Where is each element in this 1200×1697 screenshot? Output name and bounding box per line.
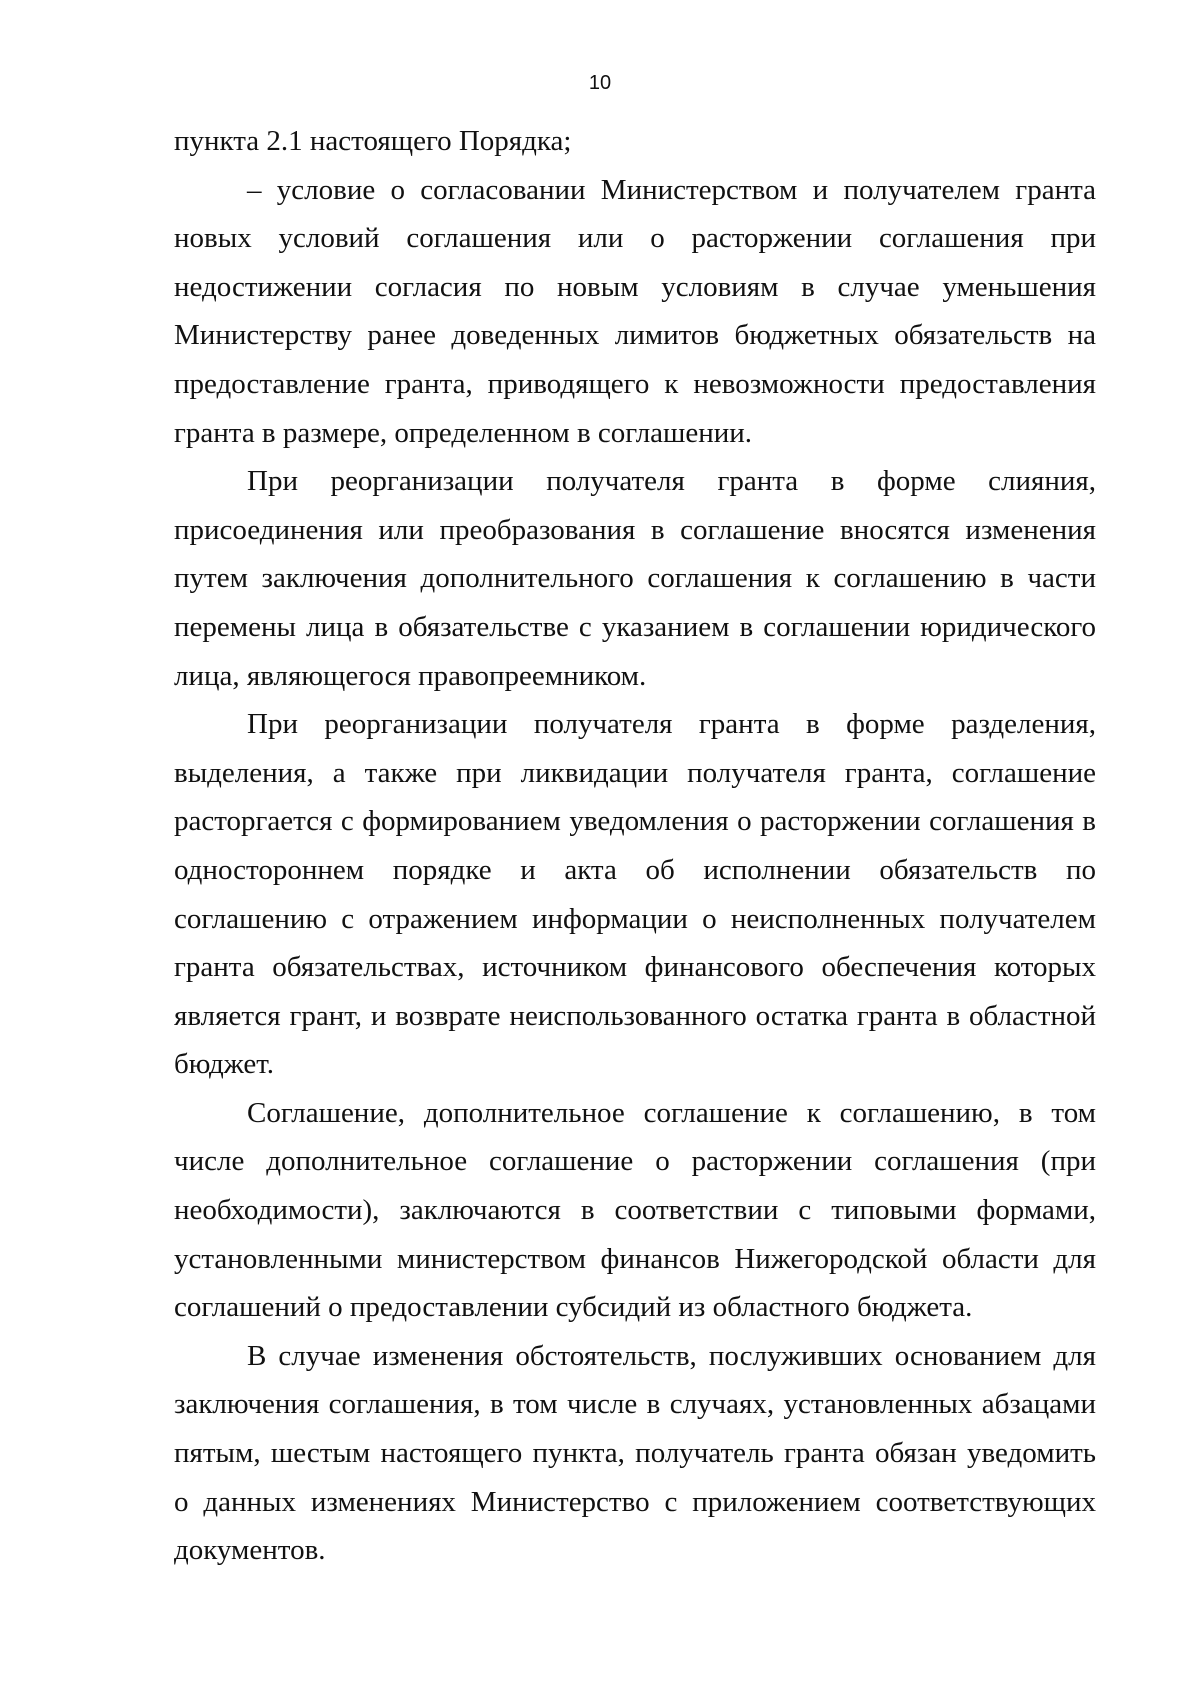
paragraph-continuation: пункта 2.1 настоящего Порядка; [174, 125, 572, 157]
paragraph-agreement-condition: – условие о согласовании Министерством и получателем гранта новых условий соглашения или о расторжении соглашения при недостижении согласия по новым условиям в случае уменьшения Министерству ранее доведенных лимитов бюджетных обязательств на предоставление гранта, приводящего к невозможности предоставления гранта в размере, определенном в соглашении. [174, 173, 1096, 449]
paragraph-change-notification: В случае изменения обстоятельств, послуживших основанием для заключения соглашения, в том числе в случаях, установленных абзацами пятым, шестым настоящего пункта, получатель гранта обязан уведомить о данных изменениях Министерство с приложением соответствующих документов. [174, 1339, 1096, 1567]
paragraph-standard-forms: Соглашение, дополнительное соглашение к соглашению, в том числе дополнительное соглашение о расторжении соглашения (при необходимости), заключаются в соответствии с типовыми формами, установленными министерством финансов Нижегородской области для соглашений о предоставлении субсидий из областного бюджета. [174, 1096, 1096, 1324]
paragraph-reorganization-division: При реорганизации получателя гранта в форме разделения, выделения, а также при ликвидации получателя гранта, соглашение расторгается с формированием уведомления о расторжении соглашения в одностороннем порядке и акта об исполнении обязательств по соглашению с отражением информации о неисполненных получателем гранта обязательствах, источником финансового обеспечения которых является грант, и возврате неиспользованного остатка гранта в областной бюджет. [174, 708, 1096, 1081]
paragraph-reorganization-merger: При реорганизации получателя гранта в форме слияния, присоединения или преобразования в соглашение вносятся изменения путем заключения дополнительного соглашения к соглашению в части перемены лица в обязательстве с указанием в соглашении юридического лица, являющегося правопреемником. [174, 465, 1096, 692]
page-number: 10 [588, 72, 612, 94]
document-body [174, 117, 1096, 1575]
